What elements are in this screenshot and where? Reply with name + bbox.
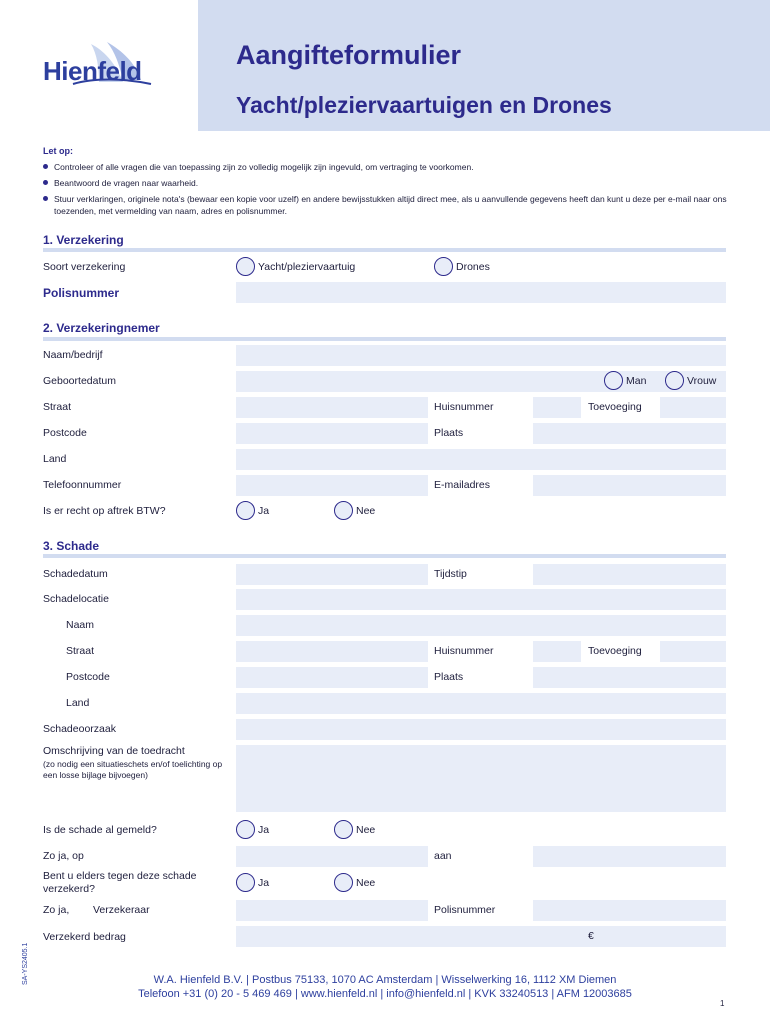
label-gemeld: Is de schade al gemeld?: [43, 824, 157, 836]
section-title-schade: 3. Schade: [43, 539, 100, 553]
label-verzekerd-bedrag: Verzekerd bedrag: [43, 931, 126, 943]
label-verzekeraar: Verzekeraar: [93, 904, 150, 916]
radio-yacht[interactable]: [236, 257, 255, 276]
radio-gemeld-ja[interactable]: [236, 820, 255, 839]
label-telefoonnummer: Telefoonnummer: [43, 479, 122, 491]
label-elders-polisnummer: Polisnummer: [434, 904, 496, 916]
label-straat: Straat: [43, 401, 72, 413]
logo: [43, 40, 153, 90]
radio-elders-nee[interactable]: [334, 873, 353, 892]
section-divider: [43, 337, 726, 341]
label-gemeld-nee: Nee: [356, 824, 376, 836]
omschrijving-field[interactable]: [236, 745, 726, 812]
elders-polisnummer-field[interactable]: [533, 900, 726, 921]
label-soort-verzekering: Soort verzekering: [43, 261, 126, 273]
label-elders-ja: Ja: [258, 877, 270, 889]
logo-text: Hienfeld: [43, 56, 142, 86]
toevoeging-field[interactable]: [660, 397, 726, 418]
gemeld-datum-field[interactable]: [236, 846, 428, 867]
label-land: Land: [43, 453, 67, 465]
postcode-field[interactable]: [236, 423, 428, 444]
label-elders-nee: Nee: [356, 877, 376, 889]
label-drones: Drones: [456, 261, 490, 273]
label-postcode: Postcode: [43, 427, 87, 439]
label-locatie-huisnummer: Huisnummer: [434, 645, 494, 657]
label-polisnummer: Polisnummer: [43, 286, 120, 300]
section-title-verzekeringnemer: 2. Verzekeringnemer: [43, 321, 160, 335]
label-locatie-toevoeging: Toevoeging: [588, 645, 642, 657]
radio-btw-ja[interactable]: [236, 501, 255, 520]
radio-elders-ja[interactable]: [236, 873, 255, 892]
radio-man[interactable]: [604, 371, 623, 390]
telefoonnummer-field[interactable]: [236, 475, 428, 496]
note-item: Controleer of alle vragen die van toepassing zijn zo volledig mogelijk zijn ingevuld, om vertraging te voorkomen.: [43, 161, 474, 173]
radio-vrouw[interactable]: [665, 371, 684, 390]
label-ja: Ja: [258, 505, 270, 517]
label-aan: aan: [434, 850, 452, 862]
label-man: Man: [626, 375, 647, 387]
emailadres-field[interactable]: [533, 475, 726, 496]
polisnummer-field[interactable]: [236, 282, 726, 303]
label-locatie-naam: Naam: [66, 619, 95, 631]
bullet-icon: [43, 164, 48, 169]
section-title-verzekering: 1. Verzekering: [43, 233, 124, 247]
radio-gemeld-nee[interactable]: [334, 820, 353, 839]
label-locatie-plaats: Plaats: [434, 671, 464, 683]
locatie-straat-field[interactable]: [236, 641, 428, 662]
label-yacht: Yacht/pleziervaartuig: [258, 261, 356, 273]
label-tijdstip: Tijdstip: [434, 568, 467, 580]
page-number: 1: [720, 999, 725, 1008]
footer-address: W.A. Hienfeld B.V. | Postbus 75133, 1070 AC Amsterdam | Wisselwerking 16, 1112 XM Diemen: [153, 974, 617, 986]
label-geboortedatum: Geboortedatum: [43, 375, 116, 387]
page-title: Aangifteformulier: [236, 40, 462, 70]
note-item: Stuur verklaringen, originele nota's (bewaar een kopie voor uzelf) en andere bewijsstukken altijd direct mee, als u aanvullende gegevens heeft dan kunt u deze per e-mail naar ons toezenden, met vermelding van naam, adres en polisnummer.: [43, 193, 733, 217]
radio-btw-nee[interactable]: [334, 501, 353, 520]
land-field[interactable]: [236, 449, 726, 470]
label-schadedatum: Schadedatum: [43, 568, 108, 580]
omschrijving-hint: (zo nodig een situatieschets en/of toelichting op een losse bijlage bijvoegen): [43, 759, 223, 780]
naam-bedrijf-field[interactable]: [236, 345, 726, 366]
label-vrouw: Vrouw: [687, 375, 717, 387]
note-item: Beantwoord de vragen naar waarheid.: [43, 177, 198, 189]
schadedatum-field[interactable]: [236, 564, 428, 585]
straat-field[interactable]: [236, 397, 428, 418]
schadelocatie-field[interactable]: [236, 589, 726, 610]
label-nee: Nee: [356, 505, 376, 517]
label-emailadres: E-mailadres: [434, 479, 491, 491]
label-huisnummer: Huisnummer: [434, 401, 494, 413]
notes-heading: Let op:: [43, 146, 73, 156]
plaats-field[interactable]: [533, 423, 726, 444]
label-locatie-straat: Straat: [66, 645, 95, 657]
locatie-plaats-field[interactable]: [533, 667, 726, 688]
page-subtitle: Yacht/pleziervaartuigen en Drones: [236, 92, 612, 118]
form-code: SA-YS2405.1: [22, 942, 29, 985]
label-plaats: Plaats: [434, 427, 464, 439]
verzekerd-bedrag-field[interactable]: [236, 926, 726, 947]
label-omschrijving: Omschrijving van de toedracht: [43, 745, 185, 757]
huisnummer-field[interactable]: [533, 397, 581, 418]
section-divider: [43, 554, 726, 558]
label-schadelocatie: Schadelocatie: [43, 593, 109, 605]
label-locatie-postcode: Postcode: [66, 671, 110, 683]
footer-contact: Telefoon +31 (0) 20 - 5 469 469 | www.hienfeld.nl | info@hienfeld.nl | KVK 33240513 | AFM 12003685: [138, 988, 632, 1000]
geboortedatum-field[interactable]: [236, 371, 726, 392]
label-schadeoorzaak: Schadeoorzaak: [43, 723, 116, 735]
verzekeraar-field[interactable]: [236, 900, 428, 921]
euro-sign: €: [588, 930, 594, 942]
bullet-icon: [43, 196, 48, 201]
label-naam-bedrijf: Naam/bedrijf: [43, 349, 103, 361]
label-zo-ja: Zo ja,: [43, 904, 70, 916]
label-btw: Is er recht op aftrek BTW?: [43, 505, 166, 517]
tijdstip-field[interactable]: [533, 564, 726, 585]
label-elders-verzekerd: Bent u elders tegen deze schade verzekerd?: [43, 870, 197, 895]
locatie-naam-field[interactable]: [236, 615, 726, 636]
bullet-icon: [43, 180, 48, 185]
label-zo-ja-op: Zo ja, op: [43, 850, 84, 862]
locatie-land-field[interactable]: [236, 693, 726, 714]
radio-drones[interactable]: [434, 257, 453, 276]
label-toevoeging: Toevoeging: [588, 401, 642, 413]
label-gemeld-ja: Ja: [258, 824, 270, 836]
locatie-huisnummer-field[interactable]: [533, 641, 581, 662]
label-locatie-land: Land: [66, 697, 90, 709]
gemeld-aan-field[interactable]: [533, 846, 726, 867]
locatie-toevoeging-field[interactable]: [660, 641, 726, 662]
schadeoorzaak-field[interactable]: [236, 719, 726, 740]
locatie-postcode-field[interactable]: [236, 667, 428, 688]
section-divider: [43, 248, 726, 252]
